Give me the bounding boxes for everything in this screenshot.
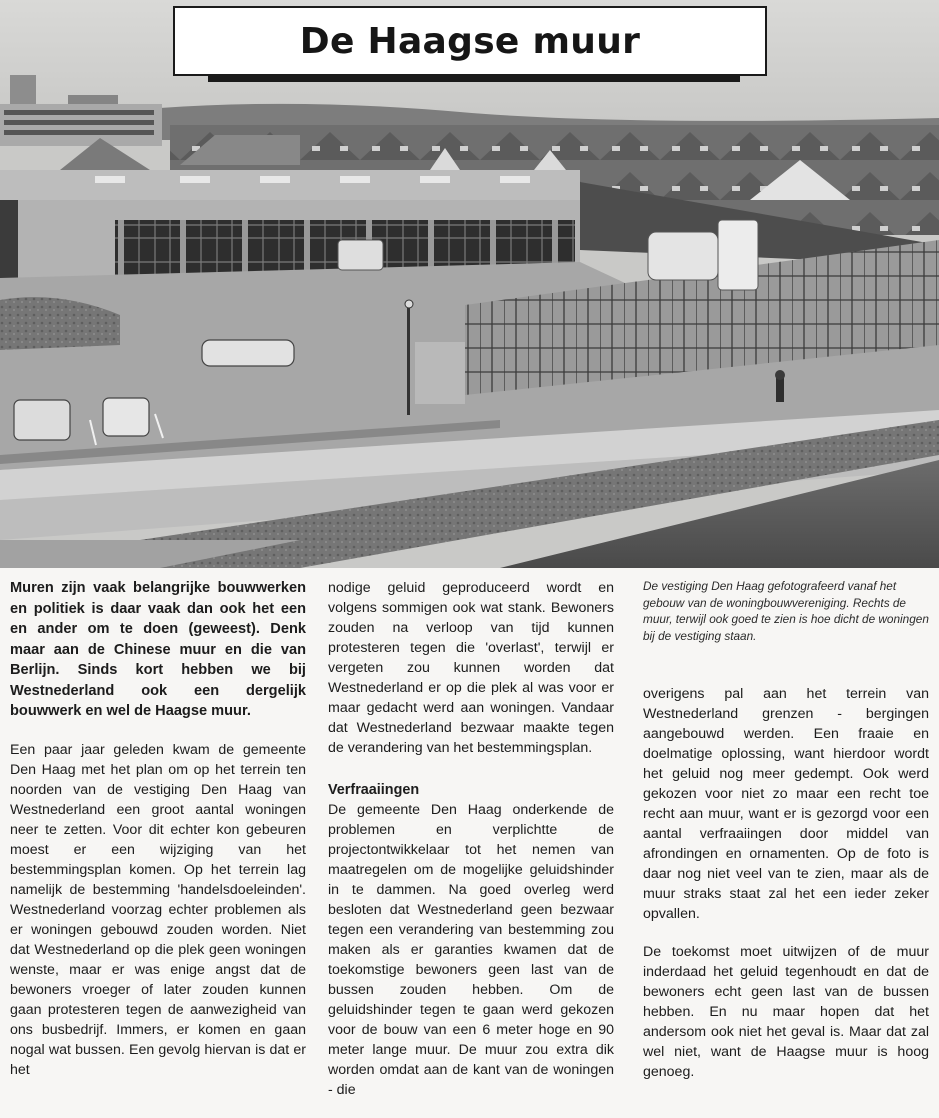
title-shadow [208, 76, 740, 82]
body-paragraph-2: nodige geluid geproduceerd wordt en volgens sommigen ook wat stank. Bewoners zouden na verloop van tijd kunnen protesteren tegen die 'overlast', terwijl er vergeten zou kunnen worden dat Westnederland er op die plek al was voor er maar gedacht werd aan woningen. Vandaar dat Westnederland bezwaar maakte tegen de verandering van het bestemmingsplan. [328, 580, 614, 756]
body-paragraph-4: overigens pal aan het terrein van Westnederland grenzen - bergingen aangebouwd werden. Een fraaie en doelmatige oplossing, want hierdoor wordt het geluid nog meer gedempt. Ook werd gekozen voor niet zo maar een recht toe recht aan muur, want er is gezorgd voor een aantal verfraaiingen door middel van afrondingen en ornamenten. Op de foto is daar nog niet veel van te zien, maar als de muur straks staat zal het een ieder zeker opvallen. [643, 686, 929, 922]
text-column-2 [328, 578, 614, 1118]
lead-paragraph: Muren zijn vaak belangrijke bouwwerken en politiek is daar vaak dan ook het een en ander om te doen (geweest). Denk maar aan de Chinese muur en die van Berlijn. Sinds kort hebben we bij Westnederland ook een dergelijk bouwwerk en wel de Haagse muur. [10, 580, 306, 719]
text-column-3 [643, 578, 929, 1100]
title-box [173, 6, 767, 76]
body-paragraph-3: De gemeente Den Haag onderkende de problemen en verplichtte de projectontwikkelaar tot het nemen van maatregelen om de mogelijke geluidshinder in te dammen. Na goed overleg werd besloten dat Westnederland geen bezwaar tegen een verandering van bestemming zou maken als er garanties kwamen dat de toekomstige bewoners geen last van de bussen zouden hebben. Om de geluidshinder tegen te gaan werd gekozen voor de bouw van een 6 meter hoge en 90 meter lange muur. De muur zou extra dik worden omdat aan de kant van de woningen - die [328, 802, 614, 1098]
body-paragraph-5: De toekomst moet uitwijzen of de muur inderdaad het geluid tegenhoudt en dat de bewoners echt geen last van de bussen hebben. En nu maar hopen dat het andersom ook niet het geval is. Maar dat zal wel niet, want de Haagse muur is hoog genoeg. [643, 944, 929, 1080]
body-paragraph-1: Een paar jaar geleden kwam de gemeente Den Haag met het plan om op het terrein ten noorden van de vestiging Den Haag van Westnederland een groot aantal woningen neer te zetten. Voor dit echter kon gebeuren moest er een wijziging van het bestemmingsplan komen. Op het terrein lag namelijk de bestemming 'handelsdoeleinden'. Westnederland voorzag echter problemen als er woningen gebouwd zouden worden. Niet dat Westnederland op die plek geen woningen wenste, maar er was enige angst dat de bewoners vroeger of later zouden kunnen gaan protesteren tegen de aanwezigheid van ons busbedrijf. Immers, er komen en gaan nogal wat bussen. Een gevolg hiervan is dat er het [10, 741, 306, 1078]
photo-caption: De vestiging Den Haag gefotografeerd vanaf het gebouw van de woningbouwvereniging. Rechts de muur, terwijl ook goed te zien is hoe dicht de woningen bij de vestiging staan. [643, 579, 929, 643]
text-column-1 [10, 578, 306, 1098]
section-heading: Verfraaiingen [328, 782, 420, 798]
article-title: De Haagse muur [299, 20, 641, 62]
